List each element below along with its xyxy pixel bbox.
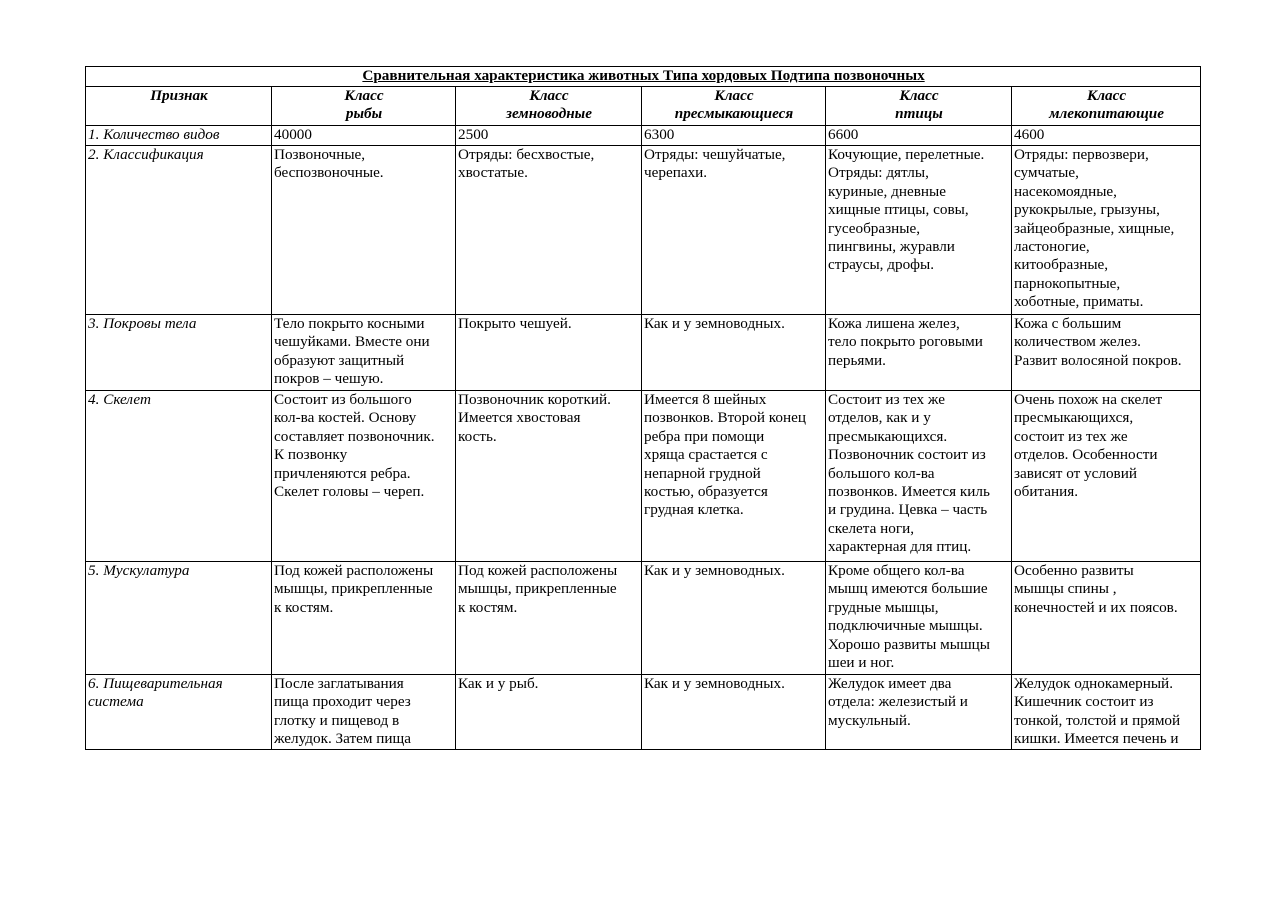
cell-fish: [272, 126, 456, 146]
cell-line: Покрыто чешуей.: [458, 315, 572, 332]
header-amphibians: [456, 87, 642, 126]
cell-line: Тело покрыто косными: [274, 315, 425, 332]
cell-mammals: [1012, 391, 1201, 562]
cell-line: хвостатые.: [458, 164, 528, 182]
table-row: [86, 562, 1201, 675]
cell-line: После заглатывания: [274, 675, 404, 692]
cell-line: рукокрылые, грызуны,: [1014, 201, 1160, 219]
cell-reptiles: [642, 675, 826, 750]
cell-line: Как и у земноводных.: [644, 315, 785, 332]
table-row: [86, 146, 1201, 315]
cell-line: Отряды: бесхвостые,: [458, 146, 595, 163]
cell-reptiles: [642, 146, 826, 315]
cell-line: отдела: железистый и: [828, 693, 968, 711]
cell-birds: [826, 675, 1012, 750]
cell-birds: [826, 315, 1012, 391]
cell-mammals: [1012, 146, 1201, 315]
cell-line: К позвонку: [274, 446, 348, 464]
cell-mammals: [1012, 675, 1201, 750]
header-line: рыбы: [345, 105, 383, 123]
cell-line: пресмыкающихся.: [828, 427, 948, 445]
table-body: [86, 126, 1201, 750]
cell-line: перьями.: [828, 351, 886, 369]
cell-line: желудок. Затем пища: [274, 730, 411, 748]
cell-line: мышцы, прикрепленные: [458, 580, 617, 598]
cell-line: мускульный.: [828, 711, 911, 729]
header-line: млекопитающие: [1049, 105, 1164, 123]
cell-line: количеством желез.: [1014, 333, 1141, 351]
cell-line: Позвоночник состоит из: [828, 446, 986, 464]
cell-fish: [272, 562, 456, 675]
cell-reptiles: [642, 315, 826, 391]
cell-line: Кроме общего кол-ва: [828, 562, 965, 579]
cell-amphibians: [456, 391, 642, 562]
cell-line: хоботные, приматы.: [1014, 293, 1144, 311]
header-mammals: [1012, 87, 1201, 126]
cell-line: Состоит из большого: [274, 391, 412, 408]
cell-line: куриные, дневные: [828, 182, 946, 200]
cell-line: Скелет головы – череп.: [274, 483, 425, 501]
cell-reptiles: [642, 126, 826, 146]
cell-line: костью, образуется: [644, 483, 768, 501]
cell-mammals: [1012, 562, 1201, 675]
cell-line: насекомоядные,: [1014, 182, 1117, 200]
cell-line: пища проходит через: [274, 693, 411, 711]
cell-line: подключичные мышцы.: [828, 617, 983, 635]
cell-amphibians: [456, 126, 642, 146]
table-row: [86, 675, 1201, 750]
cell-reptiles: [642, 391, 826, 562]
cell-line: Позвоночные,: [274, 146, 366, 163]
cell-line: отделов, как и у: [828, 409, 931, 427]
cell-line: кость.: [458, 427, 497, 445]
cell-line: Развит волосяной покров.: [1014, 351, 1182, 369]
cell-amphibians: [456, 675, 642, 750]
cell-fish: [272, 391, 456, 562]
cell-line: Желудок имеет два: [828, 675, 952, 692]
cell-line: Позвоночник короткий.: [458, 391, 611, 408]
cell-line: пресмыкающихся,: [1014, 409, 1134, 427]
header-fish: [272, 87, 456, 126]
cell-line: шеи и ног.: [828, 654, 895, 672]
cell-line: ребра при помощи: [644, 427, 765, 445]
cell-line: Под кожей расположены: [458, 562, 618, 579]
cell-line: пингвины, журавли: [828, 238, 955, 256]
cell-line: непарной грудной: [644, 464, 761, 482]
cell-line: Как и у земноводных.: [644, 675, 785, 692]
cell-line: состоит из тех же: [1014, 427, 1128, 445]
header-line: пресмыкающиеся: [674, 105, 794, 123]
cell-line: кол-ва костей. Основу: [274, 409, 417, 427]
cell-line: составляет позвоночник.: [274, 427, 435, 445]
cell-line: мышцы, прикрепленные: [274, 580, 433, 598]
cell-line: позвонков. Имеется киль: [828, 483, 990, 501]
cell-mammals: [1012, 126, 1201, 146]
cell-line: Имеется 8 шейных: [644, 391, 767, 408]
cell-line: покров – чешую.: [274, 370, 384, 388]
cell-birds: [826, 391, 1012, 562]
header-line: Класс: [529, 87, 569, 104]
cell-line: Кожа лишена желез,: [828, 315, 960, 332]
cell-line: беспозвоночные.: [274, 164, 384, 182]
cell-line: мышцы спины ,: [1014, 580, 1117, 598]
table-title: Сравнительная характеристика животных Типа хордовых Подтипа позвоночных: [86, 67, 1201, 87]
header-reptiles: [642, 87, 826, 126]
cell-line: 6600: [828, 126, 859, 143]
cell-line: Отряды: дятлы,: [828, 164, 929, 182]
cell-line: парнокопытные,: [1014, 274, 1121, 292]
cell-line: кишки. Имеется печень и: [1014, 730, 1179, 748]
cell-line: 4600: [1014, 126, 1045, 143]
table-row: [86, 391, 1201, 562]
cell-reptiles: [642, 562, 826, 675]
cell-line: чешуйками. Вместе они: [274, 333, 430, 351]
cell-line: к костям.: [458, 598, 518, 616]
cell-line: позвонков. Второй конец: [644, 409, 806, 427]
cell-line: отделов. Особенности: [1014, 446, 1158, 464]
feature-label: 5. Мускулатура: [86, 562, 272, 675]
cell-line: Состоит из тех же: [828, 391, 945, 408]
table-row: [86, 126, 1201, 146]
header-line: Класс: [344, 87, 384, 104]
cell-birds: [826, 562, 1012, 675]
cell-line: грудная клетка.: [644, 501, 744, 519]
cell-line: сумчатые,: [1014, 164, 1079, 182]
feature-label: 4. Скелет: [86, 391, 272, 562]
cell-line: ластоногие,: [1014, 238, 1090, 256]
feature-label: 3. Покровы тела: [86, 315, 272, 391]
cell-line: Как и у земноводных.: [644, 562, 785, 579]
cell-line: грудные мышцы,: [828, 598, 939, 616]
cell-fish: [272, 315, 456, 391]
cell-line: Под кожей расположены: [274, 562, 434, 579]
feature-label: 6. Пищеварительная система: [86, 675, 272, 750]
comparison-table: [85, 66, 1201, 750]
cell-line: хряща срастается с: [644, 446, 768, 464]
cell-line: тонкой, толстой и прямой: [1014, 711, 1181, 729]
cell-fish: [272, 146, 456, 315]
cell-line: мышц имеются большие: [828, 580, 988, 598]
cell-line: Отряды: чешуйчатые,: [644, 146, 786, 163]
cell-line: Имеется хвостовая: [458, 409, 581, 427]
cell-line: Особенно развиты: [1014, 562, 1134, 579]
feature-label: 1. Количество видов: [86, 126, 272, 146]
cell-amphibians: [456, 562, 642, 675]
cell-line: черепахи.: [644, 164, 708, 182]
cell-line: и грудина. Цевка – часть: [828, 501, 988, 519]
feature-label: 2. Классификация: [86, 146, 272, 315]
cell-line: гусеобразные,: [828, 219, 921, 237]
cell-amphibians: [456, 146, 642, 315]
cell-line: зайцеобразные, хищные,: [1014, 219, 1175, 237]
cell-line: глотку и пищевод в: [274, 711, 400, 729]
cell-line: Очень похож на скелет: [1014, 391, 1163, 408]
cell-line: зависят от условий: [1014, 464, 1137, 482]
cell-line: Кожа с большим: [1014, 315, 1122, 332]
cell-line: Как и у рыб.: [458, 675, 539, 692]
cell-line: 6300: [644, 126, 675, 143]
cell-line: большого кол-ва: [828, 464, 935, 482]
cell-line: обитания.: [1014, 483, 1079, 501]
header-line: Класс: [714, 87, 754, 104]
cell-mammals: [1012, 315, 1201, 391]
cell-line: конечностей и их поясов.: [1014, 598, 1178, 616]
cell-line: 40000: [274, 126, 312, 143]
header-line: земноводные: [506, 105, 592, 123]
cell-line: Хорошо развиты мышцы: [828, 635, 990, 653]
cell-line: скелета ноги,: [828, 519, 915, 537]
header-line: Класс: [899, 87, 939, 104]
cell-line: тело покрыто роговыми: [828, 333, 983, 351]
header-line: птицы: [895, 105, 943, 123]
cell-line: к костям.: [274, 598, 334, 616]
cell-birds: [826, 126, 1012, 146]
cell-line: 2500: [458, 126, 489, 143]
cell-line: страусы, дрофы.: [828, 256, 935, 274]
cell-fish: [272, 675, 456, 750]
header-line: Класс: [1086, 87, 1127, 104]
cell-line: хищные птицы, совы,: [828, 201, 969, 219]
cell-line: китообразные,: [1014, 256, 1109, 274]
cell-line: характерная для птиц.: [828, 538, 972, 556]
cell-line: Желудок однокамерный.: [1014, 675, 1173, 692]
cell-amphibians: [456, 315, 642, 391]
header-line: Признак: [150, 87, 208, 104]
table-row: [86, 315, 1201, 391]
header-feature: [86, 87, 272, 126]
cell-line: Кишечник состоит из: [1014, 693, 1154, 711]
cell-line: образуют защитный: [274, 351, 405, 369]
cell-line: Отряды: первозвери,: [1014, 146, 1149, 163]
cell-line: Кочующие, перелетные.: [828, 146, 985, 163]
header-birds: [826, 87, 1012, 126]
cell-birds: [826, 146, 1012, 315]
cell-line: причленяются ребра.: [274, 464, 411, 482]
